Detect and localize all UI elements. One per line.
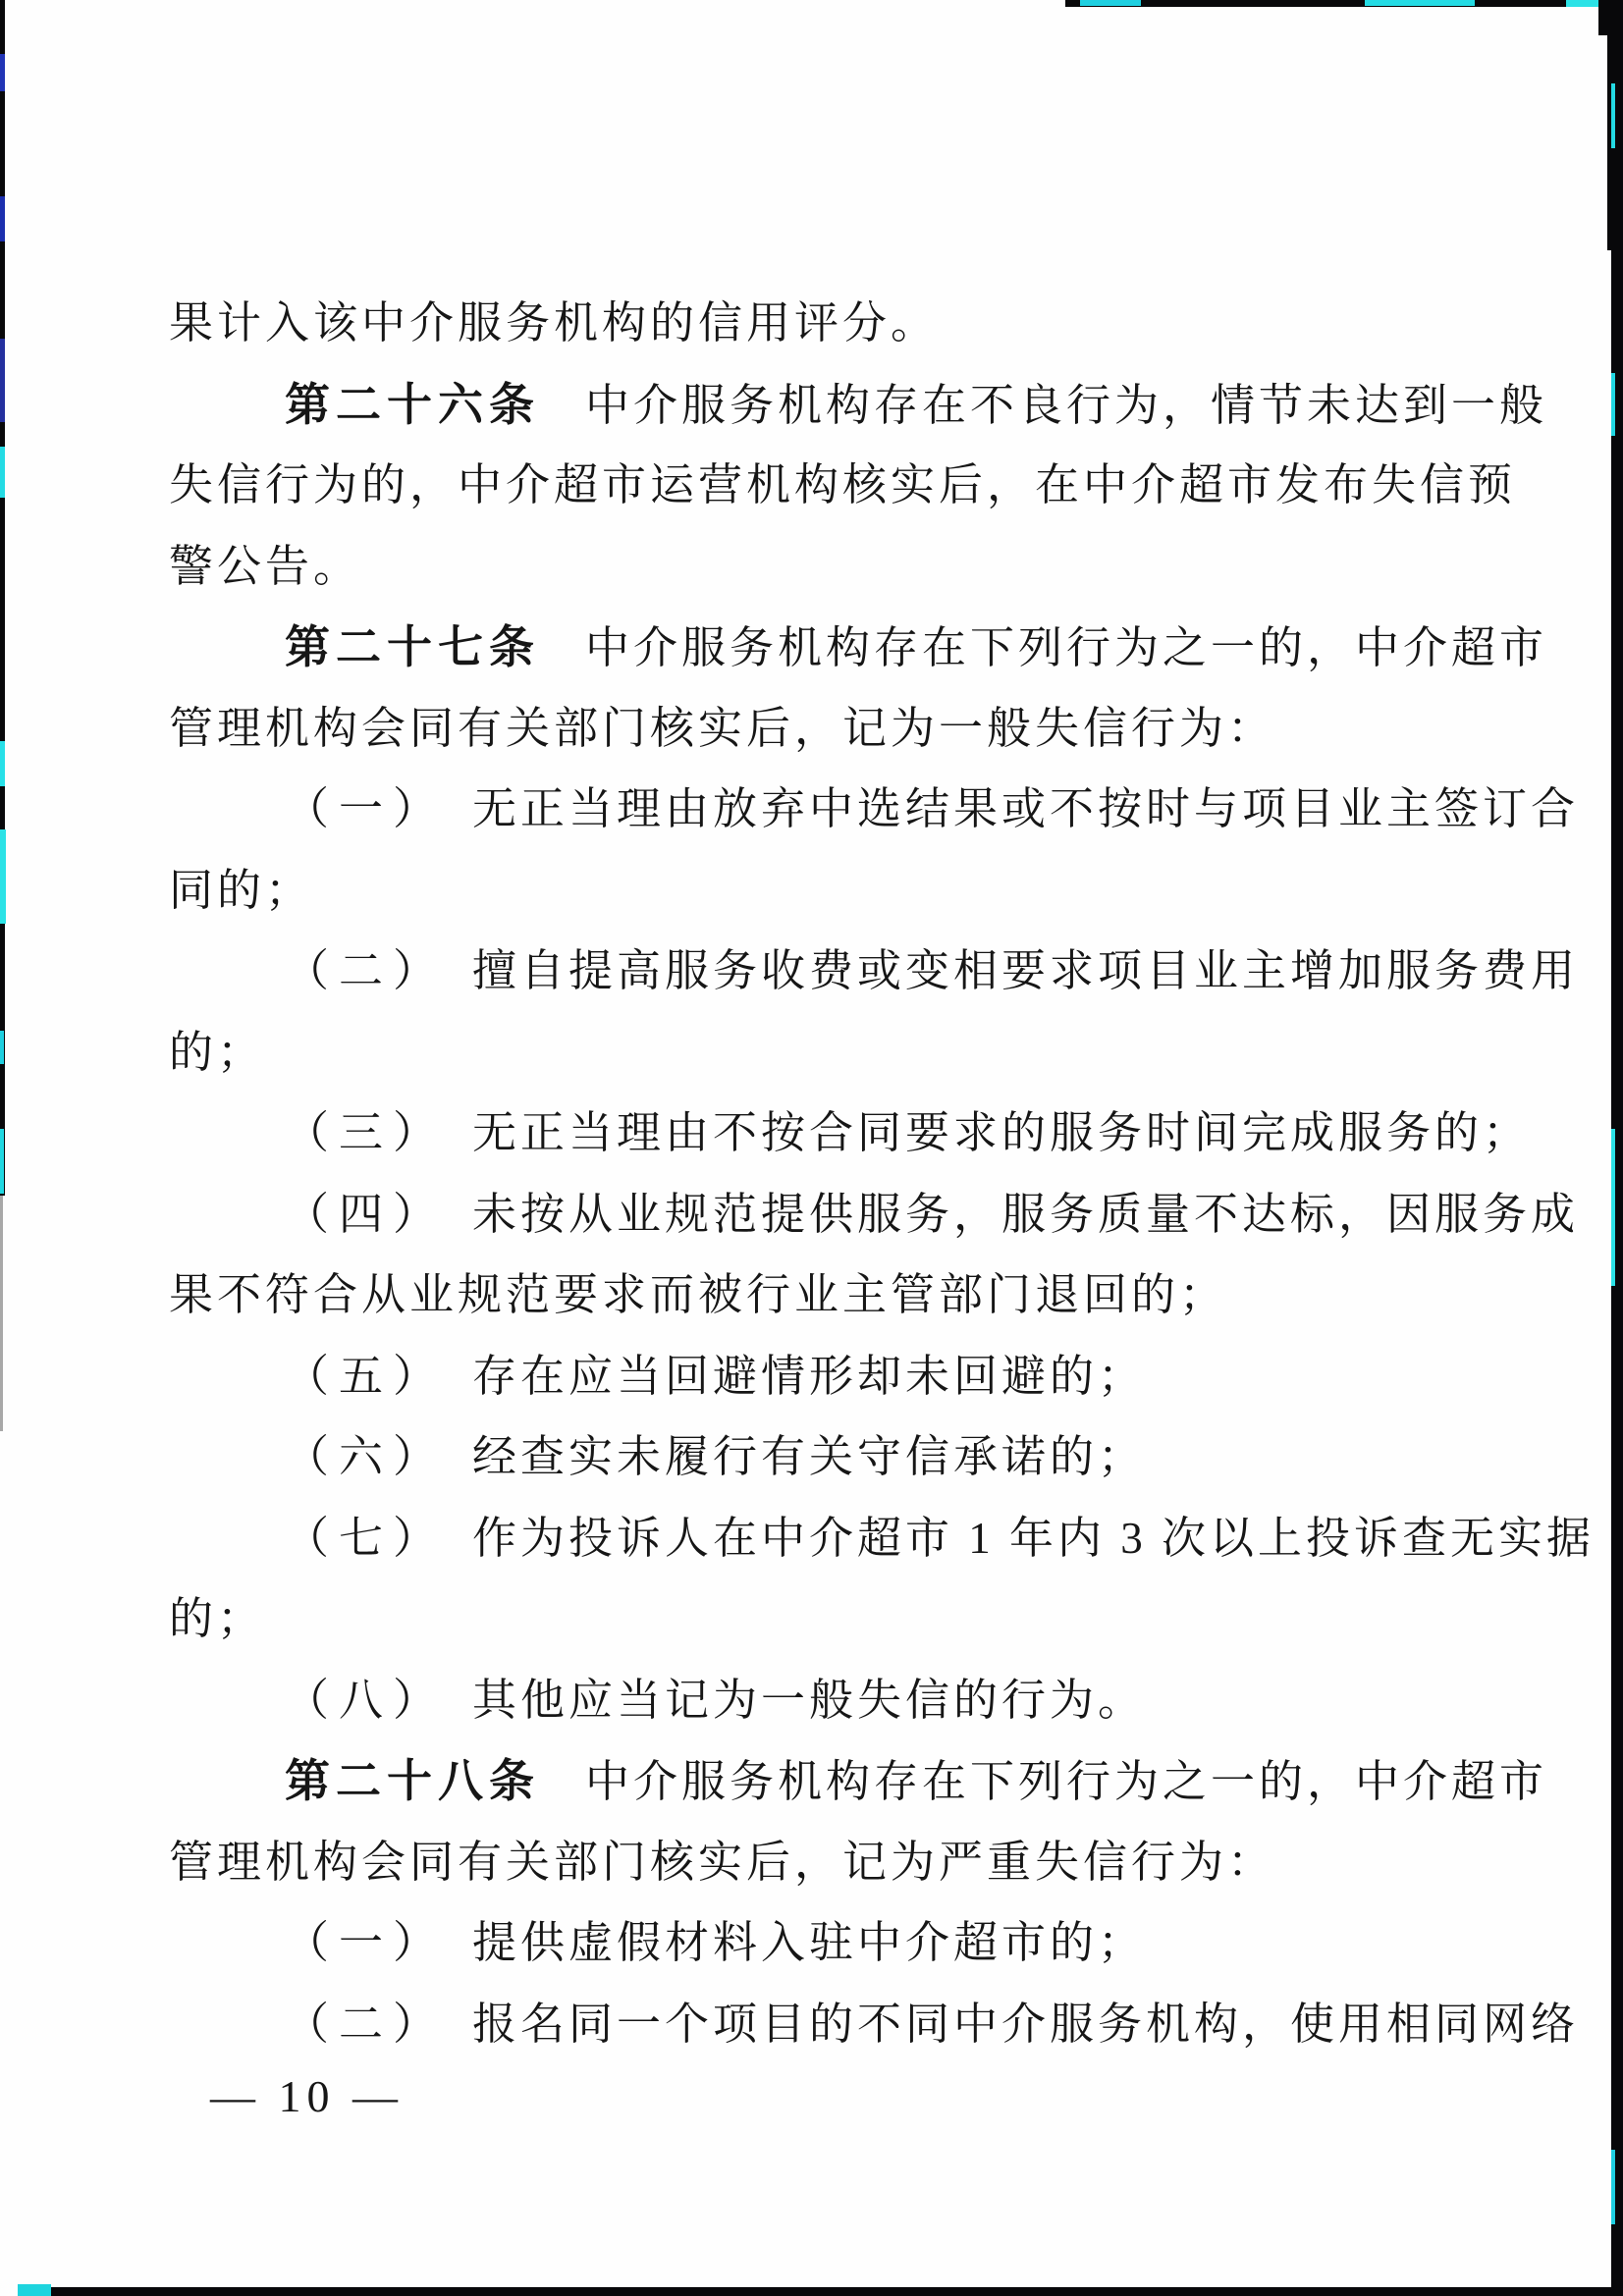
list-item-line — [169, 1416, 1539, 1498]
text-line — [169, 445, 1539, 526]
scan-tint-speck — [0, 54, 5, 91]
article-heading-line — [169, 607, 1548, 688]
text-line — [169, 526, 1539, 608]
list-item-line — [169, 931, 1580, 1012]
scan-edge-left-fade — [0, 1196, 3, 1431]
list-item-line — [169, 1336, 1539, 1417]
line-text: 果不符合从业规范要求而被行业主管部门退回的； — [169, 1270, 1228, 1319]
item-number: （五） — [285, 1351, 448, 1401]
item-number: （六） — [285, 1432, 448, 1481]
line-text: 擅自提高服务收费或变相要求项目业主增加服务费用 — [472, 946, 1580, 995]
scan-tint-speck — [1611, 1129, 1615, 1286]
scan-tint-speck — [0, 1129, 4, 1194]
article-heading-line — [169, 1740, 1548, 1822]
line-text: 提供虚假材料入驻中介超市的； — [472, 1918, 1147, 1967]
line-text: 的； — [169, 1027, 266, 1077]
line-text: 中介服务机构存在不良行为，情节未达到一般 — [585, 380, 1548, 430]
scan-tint-speck — [18, 2284, 51, 2296]
line-text: 果计入该中介服务机构的信用评分。 — [169, 298, 940, 347]
list-item-line — [169, 1660, 1539, 1741]
scan-edge-left — [0, 0, 5, 1196]
list-item-line — [169, 769, 1580, 850]
line-text: 未按从业规范提供服务，服务质量不达标，因服务成 — [472, 1189, 1580, 1239]
line-text: 管理机构会同有关部门核实后，记为严重失信行为： — [169, 1837, 1276, 1887]
item-number: （二） — [285, 1999, 448, 2049]
item-number: （二） — [285, 946, 448, 995]
line-text: 其他应当记为一般失信的行为。 — [472, 1675, 1147, 1725]
article-number: 第二十六条 — [285, 377, 540, 431]
line-text: 失信行为的，中介超市运营机构核实后，在中介超市发布失信预 — [169, 460, 1517, 509]
scan-tint-speck — [0, 339, 5, 422]
scan-tint-speck — [1611, 2150, 1615, 2224]
line-text: 的； — [169, 1594, 266, 1643]
line-text: 管理机构会同有关部门核实后，记为一般失信行为： — [169, 703, 1276, 753]
text-line — [169, 1578, 1539, 1660]
item-number: （四） — [285, 1189, 448, 1239]
text-line — [169, 1012, 1539, 1094]
text-line — [169, 688, 1539, 770]
document-body — [169, 283, 1596, 2064]
item-number: （一） — [285, 784, 448, 833]
text-line — [169, 283, 1539, 364]
list-item-line — [169, 1093, 1539, 1174]
scan-tint-speck — [0, 196, 5, 241]
scan-tint-speck — [1365, 0, 1475, 6]
scan-tint-speck — [0, 447, 5, 498]
article-number: 第二十八条 — [285, 1754, 540, 1807]
list-item-line — [169, 1498, 1596, 1579]
text-line — [169, 1822, 1539, 1903]
scan-tint-speck — [0, 1031, 4, 1064]
scan-edge-bottom — [31, 2287, 1623, 2296]
text-line — [169, 850, 1539, 932]
line-text: 警公告。 — [169, 541, 362, 591]
line-text: 中介服务机构存在下列行为之一的，中介超市 — [585, 623, 1548, 672]
scan-edge-top — [1065, 0, 1623, 7]
scan-tint-speck — [1080, 0, 1141, 6]
line-text: 作为投诉人在中介超市 1 年内 3 次以上投诉查无实据 — [472, 1513, 1596, 1563]
item-number: （一） — [285, 1918, 448, 1967]
line-text: 报名同一个项目的不同中介服务机构，使用相同网络 — [472, 1999, 1580, 2049]
line-text: 经查实未履行有关守信承诺的； — [472, 1432, 1147, 1481]
item-number: （三） — [285, 1108, 448, 1157]
item-number: （八） — [285, 1675, 448, 1725]
text-line — [169, 1255, 1539, 1336]
page-number: — 10 — — [210, 2071, 404, 2121]
item-number: （七） — [285, 1513, 448, 1563]
list-item-line — [169, 1902, 1539, 1984]
scan-tint-speck — [1611, 373, 1615, 436]
line-text: 无正当理由放弃中选结果或不按时与项目业主签订合 — [472, 784, 1580, 833]
line-text: 无正当理由不按合同要求的服务时间完成服务的； — [472, 1108, 1532, 1157]
list-item-line — [169, 1984, 1580, 2065]
article-number: 第二十七条 — [285, 620, 540, 673]
scan-edge-right-upper — [1607, 0, 1623, 250]
list-item-line — [169, 1174, 1580, 1255]
line-text: 中介服务机构存在下列行为之一的，中介超市 — [585, 1757, 1548, 1806]
scan-tint-speck — [0, 741, 5, 786]
scan-tint-speck — [1611, 83, 1615, 148]
line-text: 同的； — [169, 865, 314, 915]
line-text: 存在应当回避情形却未回避的； — [472, 1351, 1147, 1401]
article-heading-line — [169, 364, 1548, 446]
scan-tint-speck — [0, 829, 6, 924]
